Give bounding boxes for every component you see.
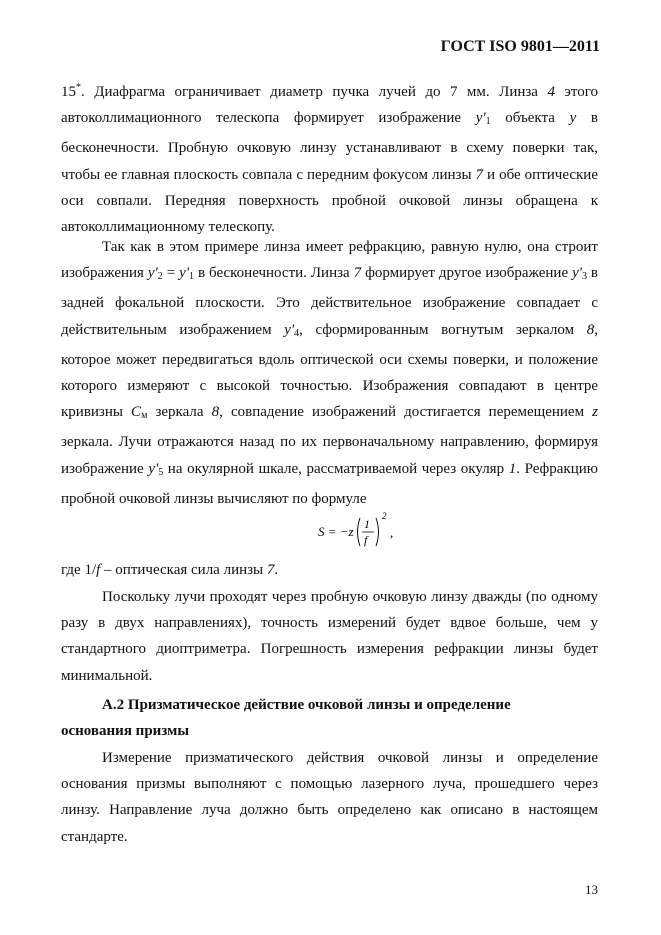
formula-denominator: f [364,533,368,547]
left-paren [358,518,361,546]
refraction-formula [318,510,408,554]
paragraph-3: где 1/f – оптическая сила линзы 7. [61,562,279,578]
section-heading [61,692,598,744]
formula-lhs: S = −z [318,524,354,539]
right-paren [376,518,379,546]
section-heading-line2: основания призмы [61,723,190,739]
paragraph-1: 15*. Диафрагма ограничивает диаметр пучка лучей до 7 мм. Линза 4 этого автоколлимационного телескопа формирует изображение $y'_1$ объекта y в бесконечности. Пробную очковую линзу устанавливают в схему поверки так, чтобы ее главная плоскость совпала с передним фокусом линзы 7 и обе оптические оси совпали. Передняя поверхность пробной очковой линзы обращена к автоколлимационному телескопу. [61,82,599,236]
document-header: ГОСТ ISO 9801—2011 [440,38,600,55]
formula-comma: , [390,525,394,540]
paragraph-4: Поскольку лучи проходят через пробную очковую линзу дважды (по одному разу в двух направлениях), точность измерений будет вдвое больше, чем у стандартного диоптриметра. Погрешность измерения рефракции линзы будет минимальной. [61,589,598,684]
page-number: 13 [585,882,598,897]
formula-exponent: 2 [382,511,387,521]
formula-numerator: 1 [364,517,370,531]
section-heading-line1: А.2 Призматическое действие очковой линзы и определение [102,697,511,713]
paragraph-2: Так как в этом примере линза имеет рефракцию, равную нулю, она строит изображения $y'_2 = y'_1$ в бесконечности. Линза 7 формирует другое изображение $y'_3$ в задней фокальной плоскости. Это действительное изображение совпадает с действительным изображением $y'_4$, сформированным вогнутым зеркалом 8, которое может передвигаться вдоль оптической оси схемы поверки, и положение которого измеряют с высокой точностью. Изображения совпадают в центре кривизны $C_м$ зеркала 8, совпадение изображений достигается перемещением z зеркала. Лучи отражаются назад по их первоначальному направлению, формируя изображение $y'_5$ на окулярной шкале, рассматриваемой через окуляр 1. Рефракцию пробной очковой линзы вычисляют по формуле [61,239,599,507]
paragraph-5: Измерение призматического действия очковой линзы и определение основания призмы выполняют с помощью лазерного луча, прошедшего через линзу. Направление луча должно быть определено как описано в настоящем стандарте. [61,750,598,845]
